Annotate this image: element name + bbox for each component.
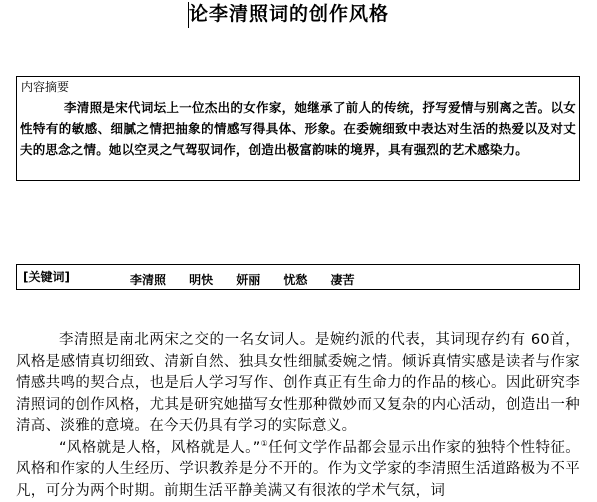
quotation: “风格就是人格，风格就是人。”	[59, 440, 261, 456]
keyword-item: 李清照	[130, 272, 166, 288]
paragraph-2-text: 任何文学作品都会显示出作家的独特个性特征。风格和作家的人生经历、学识教养是分不开的。作为文学家的李清照生活道路极为不平凡，可分为两个时期。前期生活平静美满又有很浓的学术气氛，词	[16, 440, 580, 499]
keywords-box	[16, 264, 580, 290]
abstract-text: 李清照是宋代词坛上一位杰出的女作家，她继承了前人的传统，抒写爱情与别离之苦。以女性特有的敏感、细腻之情把抽象的情感写得具体、形象。在委婉细致中表达对生活的热爱以及对丈夫的思念之情。她以空灵之气驾驭词作，创造出极富韵味的境界，具有强烈的艺术感染力。	[20, 97, 576, 160]
keyword-item: 明快	[189, 272, 213, 288]
body-paragraph-1: 李清照是南北两宋之交的一名女词人。是婉约派的代表，其词现存约有 60首，风格是感情真切细致、清新自然、独具女性细腻委婉之情。倾诉真情实感是读者与作家情感共鸣的契合点，也是后人学习写作、创作真正有生命力的作品的核心。因此研究李清照词的创作风格，尤其是研究她描写女性那种微妙而又复杂的内心活动，创造出一种清高、淡雅的意境。在今天仍具有学习的实际意义。	[16, 330, 580, 438]
body-paragraph-2	[16, 438, 580, 502]
keyword-item: 妍丽	[236, 272, 260, 288]
keyword-item: 忧愁	[283, 272, 307, 288]
footnote-marker[interactable]: ①	[261, 439, 269, 448]
article-title: 论李清照词的创作风格	[189, 2, 389, 26]
body-text	[16, 330, 580, 502]
keywords-label: [关键词]	[23, 269, 70, 285]
keyword-list	[130, 269, 372, 288]
abstract-box	[16, 76, 580, 181]
abstract-label: 内容摘要	[21, 79, 69, 95]
keyword-item: 凄苦	[330, 272, 354, 288]
